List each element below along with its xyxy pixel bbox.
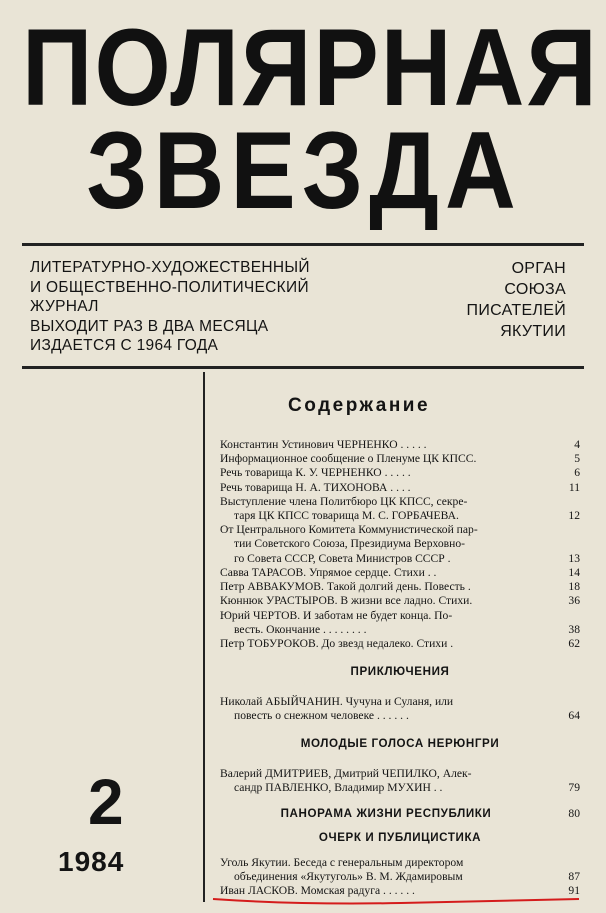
issue-number: 2 [88,766,124,838]
toc-entry[interactable] [220,856,580,884]
issue-year: 1984 [58,846,125,877]
toc-entry-line: Юрий ЧЕРТОВ. И заботам не будет конца. По- [220,608,453,622]
toc-entry-line: Валерий ДМИТРИЕВ, Дмитрий ЧЕПИЛКО, Алек- [220,767,472,780]
top-divider [22,243,584,246]
toc-entry-line: От Центрального Комитета Коммунистической пар- [220,523,478,537]
description-line: ВЫХОДИТ РАЗ В ДВА МЕСЯЦА [30,317,269,335]
toc-entry[interactable] [220,466,580,480]
description-line: И ОБЩЕСТВЕННО-ПОЛИТИЧЕСКИЙ [30,278,309,296]
toc-entry-text [220,609,580,637]
toc-entry-line: Уголь Якутии. Беседа с генеральным директором [220,856,464,869]
toc-section-young [220,737,580,751]
description-line: ЛИТЕРАТУРНО-ХУДОЖЕСТВЕННЫЙ [30,259,310,276]
toc-entry[interactable] [220,481,580,495]
toc-entry-line: Выступление члена Политбюро ЦК КПСС, секре- [220,494,468,508]
section-heading: ОЧЕРК И ПУБЛИЦИСТИКА [318,831,482,844]
toc-entry-line: сандр ПАВЛЕНКО, Владимир МУХИН . . [234,781,443,795]
toc-entry-page: 87 [568,870,580,884]
toc-entry[interactable] [220,580,580,594]
middle-divider [22,366,584,369]
toc-entry[interactable] [220,495,580,523]
toc-section-essay [220,831,580,845]
toc-entry-text: Речь товарища Н. А. ТИХОНОВА . . . . [220,480,411,494]
toc-entry[interactable] [220,452,580,466]
red-underline-mark [211,896,583,906]
toc-entry-text [220,695,580,723]
section-heading: ПАНОРАМА ЖИЗНИ РЕСПУБЛИКИ [280,807,492,820]
toc-entry-text: Кюннюк УРАСТЫРОВ. В жизни все ладно. Стихи. [220,594,473,608]
toc-entry-page: 11 [568,480,580,494]
publisher-line: ОРГАН [511,260,566,277]
toc-entry-text: Савва ТАРАСОВ. Упрямое сердце. Стихи . . [220,566,437,579]
description-line: ИЗДАЕТСЯ С 1964 ГОДА [30,337,219,354]
toc-entry-line: го Совета СССР, Совета Министров СССР . [234,551,451,565]
masthead-line-2: ЗВЕЗДА [86,108,522,232]
toc-entry-page: 4 [574,438,580,451]
toc-entry-page: 36 [568,594,580,608]
toc-entry[interactable] [220,637,580,651]
toc-entry-text [220,767,580,795]
toc-essay-list [220,856,580,899]
toc-entry-text [220,495,580,523]
description-line: ЖУРНАЛ [30,298,99,315]
toc-entry[interactable] [220,566,580,580]
publisher-info [467,258,566,342]
toc-heading: Содержание [288,395,431,416]
toc-group-2 [220,566,580,651]
toc-entry[interactable] [220,695,580,723]
toc-entry-page: 6 [574,466,580,480]
toc-entry [220,807,580,821]
toc-entry-text: Речь товарища К. У. ЧЕРНЕНКО . . . . . [220,466,411,480]
toc-group-1 [220,438,580,566]
toc-entry-line: объединения «Якутуголь» В. М. Ждамировым [234,870,463,884]
toc-entry-page: 13 [568,551,580,565]
toc-young-list [220,767,580,795]
journal-description [30,258,310,356]
toc-section-panorama[interactable] [220,807,580,821]
toc-section-adventures [220,665,580,679]
toc-entry-text: Иван ЛАСКОВ. Момская радуга . . . . . . [220,884,415,898]
publisher-line: ПИСАТЕЛЕЙ [466,302,566,319]
toc-entry[interactable] [220,523,580,566]
toc-entry-page: 18 [568,580,580,594]
toc-entry-text: Петр АВВАКУМОВ. Такой долгий день. Повесть . [220,580,471,594]
toc-entry-page: 12 [568,509,580,523]
toc-entry-page: 38 [568,622,580,636]
toc-entry-page: 5 [574,452,580,466]
toc-entry-page: 91 [568,884,580,898]
toc-entry-text: Петр ТОБУРОКОВ. До звезд недалеко. Стихи . [220,637,454,651]
column-divider [203,372,205,902]
toc-entry-text [220,523,580,566]
toc-entry[interactable] [220,594,580,608]
toc-entry-line: тии Советского Союза, Президиума Верховно- [234,537,465,551]
toc-entry-text: Информационное сообщение о Пленуме ЦК КПСС. [220,452,477,466]
toc-entry[interactable] [220,438,580,452]
toc-entry-text: Константин Устинович ЧЕРНЕНКО . . . . . [220,438,427,451]
toc-entry-page: 79 [568,781,580,795]
section-heading: ПРИКЛЮЧЕНИЯ [350,665,450,678]
toc-entry[interactable] [220,609,580,637]
toc-entry-page: 64 [568,709,580,723]
toc-adventures-list [220,695,580,723]
toc-entry-line: Николай АБЫЙЧАНИН. Чучуна и Суланя, или [220,695,454,708]
masthead-line-1: ПОЛЯРНАЯ [22,5,599,129]
toc-entry-line: повесть о снежном человеке . . . . . . [234,709,409,723]
toc-entry-text [220,856,580,884]
publisher-line: СОЮЗА [504,281,566,298]
toc-entry-line: таря ЦК КПСС товарища М. С. ГОРБАЧЕВА. [234,509,459,523]
toc-entry-line: весть. Окончание . . . . . . . . [234,622,367,636]
toc-entry-page: 80 [568,807,580,820]
toc-entry-page: 62 [568,637,580,651]
publisher-line: ЯКУТИИ [500,323,566,340]
section-heading: МОЛОДЫЕ ГОЛОСА НЕРЮНГРИ [300,737,500,750]
toc-entry-page: 14 [568,566,580,579]
toc-entry[interactable] [220,767,580,795]
